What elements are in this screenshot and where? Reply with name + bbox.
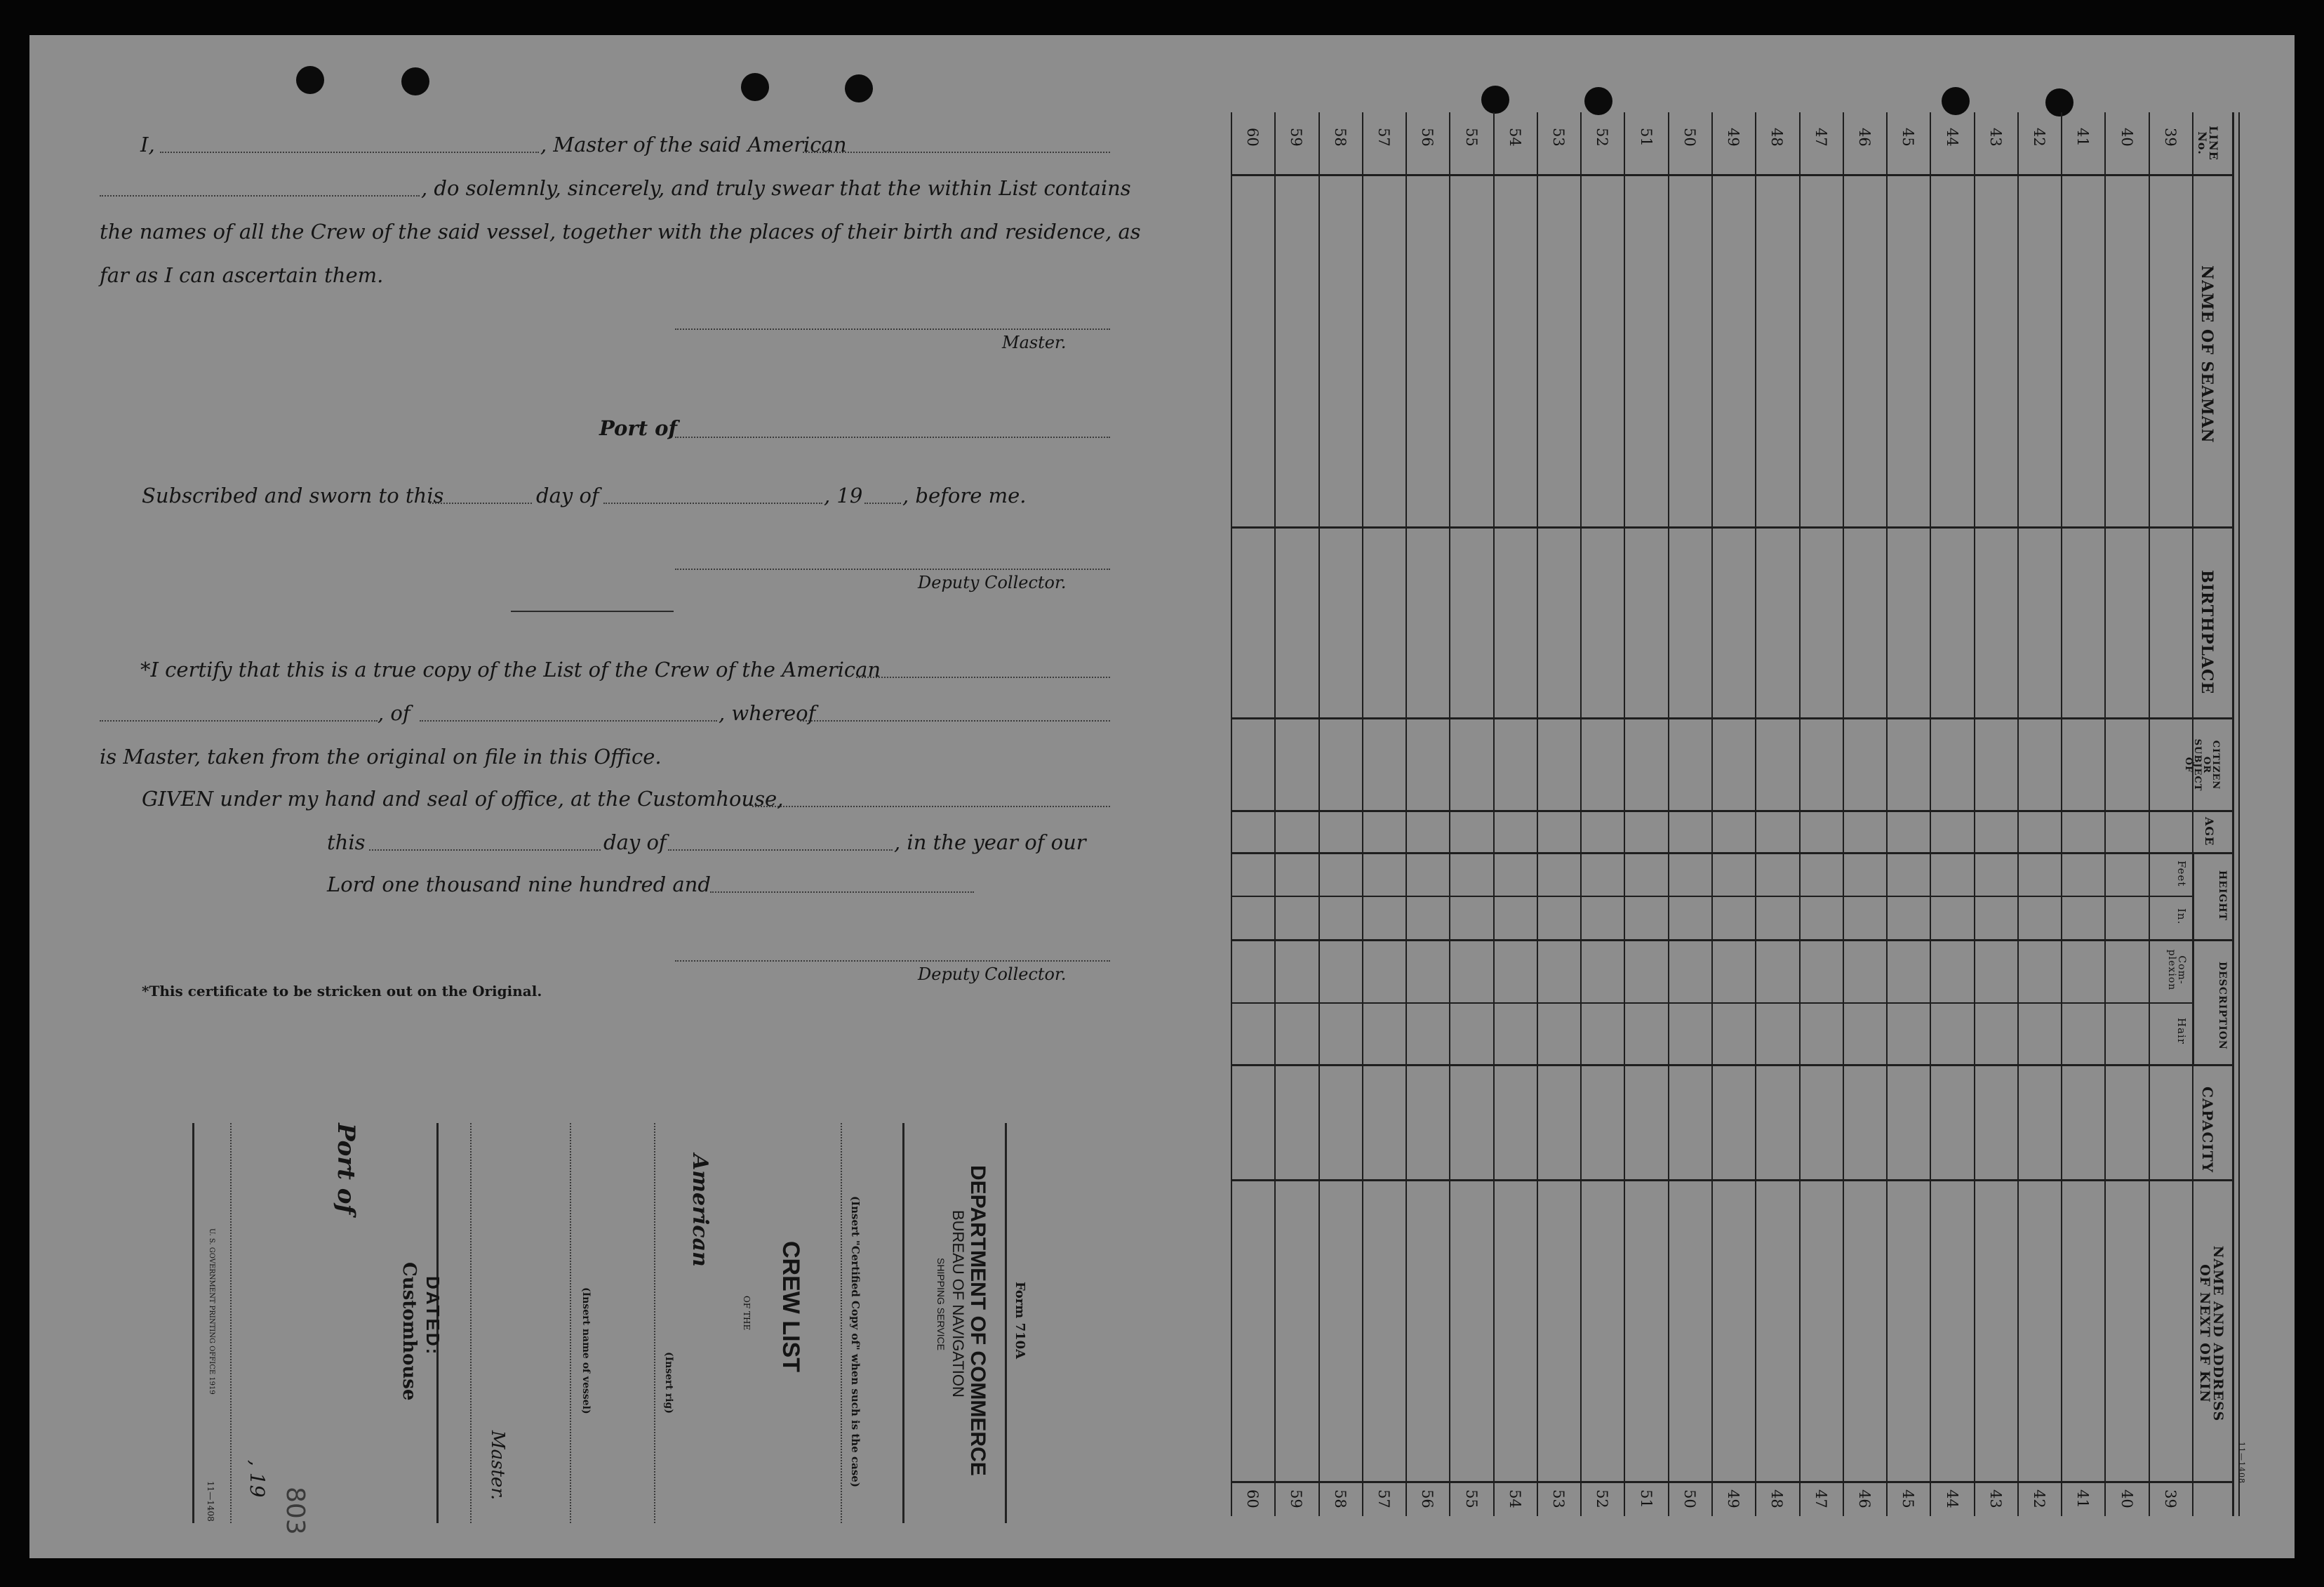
row-number-top: 44 [1944, 128, 1961, 147]
row-number-bottom: 54 [1507, 1489, 1523, 1508]
ledger-row-rule [2017, 112, 2019, 1516]
ledger-rule [1231, 1481, 2234, 1483]
row-number-bottom: 40 [2118, 1489, 2135, 1508]
bureau-title: BUREAU OF NAVIGATION [949, 1210, 967, 1397]
ledger-border [2238, 112, 2240, 1516]
row-number-bottom: 49 [1725, 1489, 1742, 1508]
header-complexion: Com- plexion [2166, 949, 2187, 991]
ledger-row-rule [1886, 112, 1888, 1516]
header-birthplace: BIRTHPLACE [2198, 570, 2216, 695]
header-capacity: CAPACITY [2199, 1087, 2216, 1173]
row-number-top: 56 [1419, 128, 1436, 147]
row-number-bottom: 39 [2162, 1489, 2179, 1508]
ledger-rule [1231, 717, 2234, 719]
vessel-name-field[interactable] [803, 152, 1110, 153]
header-next-of-kin: NAME AND ADDRESS OF NEXT OF KIN [2197, 1245, 2226, 1422]
row-number-bottom: 41 [2074, 1489, 2091, 1508]
port-of-label: Port of [599, 416, 677, 440]
form-number: Form 710A [1013, 1282, 1027, 1360]
row-number-top: 39 [2162, 128, 2179, 147]
row-number-bottom: 44 [1944, 1489, 1961, 1508]
punch-hole [1584, 87, 1612, 115]
ledger-row-rule [2149, 112, 2150, 1516]
punch-hole [401, 67, 429, 95]
punch-hole [296, 66, 324, 94]
row-number-top: 47 [1812, 128, 1829, 147]
row-number-top: 43 [1987, 128, 2004, 147]
cert-deputy-label: Deputy Collector. [918, 964, 1067, 984]
ledger-rule [1231, 174, 2234, 176]
sworn-d: , before me. [902, 484, 1027, 507]
row-number-bottom: 59 [1288, 1489, 1304, 1508]
cert-master-field[interactable] [800, 720, 1110, 722]
header-age: AGE [2203, 817, 2216, 846]
cert-year-field[interactable] [710, 891, 974, 893]
row-number-bottom: 50 [1681, 1489, 1698, 1508]
row-number-top: 48 [1768, 128, 1785, 147]
cert-line6: Lord one thousand nine hundred and [327, 872, 711, 896]
of-the-label: OF THE [742, 1296, 752, 1331]
row-number-top: 46 [1856, 128, 1873, 147]
sworn-day-field[interactable] [429, 503, 532, 504]
cert-line1: *I certify that this is a true copy of the List of the Crew of the American [140, 658, 881, 682]
row-number-bottom: 42 [2031, 1489, 2048, 1508]
row-number-bottom: 60 [1244, 1489, 1261, 1508]
cover-rule [192, 1123, 194, 1523]
sworn-c: , 19 [824, 484, 863, 507]
cert-line4: GIVEN under my hand and seal of office, at the Customhouse, [142, 787, 784, 811]
row-number-bottom: 58 [1332, 1489, 1349, 1508]
row-number-bottom: 55 [1463, 1489, 1480, 1508]
cert-line5-a: this [327, 830, 366, 854]
section-divider [511, 611, 674, 612]
crew-ledger [1231, 112, 2246, 1516]
affidavit-line3: the names of all the Crew of the said vessel, together with the places of their birth and residence, as [100, 220, 1141, 244]
cover-form-code: 11—1408 [206, 1481, 215, 1522]
header-line-no: LINE No. [2196, 126, 2220, 161]
header-citizen: CITIZEN OR SUBJECT OF [2183, 738, 2221, 792]
ledger-row-rule [1974, 112, 1975, 1516]
affidavit-line4: far as I can ascertain them. [100, 263, 384, 287]
row-number-bottom: 46 [1856, 1489, 1873, 1508]
deputy-signature-field[interactable] [675, 569, 1110, 570]
cover-rule [1005, 1123, 1007, 1523]
header-feet: Feet [2175, 861, 2188, 887]
ledger-row-rule [1755, 112, 1756, 1516]
handwritten-number: 803 [281, 1487, 309, 1535]
cover-port-label: Port of [332, 1123, 360, 1215]
row-number-top: 54 [1507, 128, 1523, 147]
cert-footnote: *This certificate to be stricken out on the Original. [142, 983, 542, 1000]
cert-customhouse-field[interactable] [752, 806, 1110, 807]
sworn-b: day of [536, 484, 599, 507]
ledger-row-rule [1274, 112, 1276, 1516]
cert-line3: is Master, taken from the original on file in this Office. [100, 745, 662, 769]
header-inches: In. [2175, 908, 2188, 925]
ledger-row-rule [1843, 112, 1844, 1516]
cover-year-label: , 19 [246, 1460, 269, 1498]
ledger-rule [1231, 1179, 2234, 1181]
row-number-bottom: 57 [1375, 1489, 1392, 1508]
cert-day-field[interactable] [369, 849, 601, 851]
ledger-row-rule [1405, 112, 1407, 1516]
crew-list-sheet [29, 35, 2295, 1558]
rig-line[interactable] [654, 1123, 655, 1523]
cert-line2-a: , of [378, 701, 410, 725]
cover-rule [902, 1123, 904, 1523]
sworn-a: Subscribed and sworn to this [142, 484, 444, 507]
row-number-top: 50 [1681, 128, 1698, 147]
master-signature-field[interactable] [675, 328, 1110, 330]
customhouse-label: Customhouse [399, 1262, 420, 1401]
cert-rig-field[interactable] [100, 720, 378, 722]
row-number-top: 58 [1332, 128, 1349, 147]
affidavit-line1-b: , Master of the said American [540, 133, 847, 157]
row-number-top: 42 [2031, 128, 2048, 147]
ledger-row-rule [1930, 112, 1931, 1516]
row-number-top: 60 [1244, 128, 1261, 147]
ledger-row-rule [2104, 112, 2106, 1516]
affidavit-line2: , do solemnly, sincerely, and truly swear that the within List contains [421, 176, 1131, 200]
sworn-month-field[interactable] [603, 503, 822, 504]
header-name-of-seaman: NAME OF SEAMAN [2198, 265, 2216, 444]
row-number-bottom: 48 [1768, 1489, 1785, 1508]
master-line[interactable] [470, 1123, 472, 1523]
master-name-field[interactable] [160, 152, 539, 153]
sworn-year-field[interactable] [864, 503, 901, 504]
insert-line[interactable] [841, 1123, 842, 1523]
row-number-top: 57 [1375, 128, 1392, 147]
cert-deputy-field[interactable] [675, 960, 1110, 962]
cert-line2-b: , whereof [719, 701, 816, 725]
row-number-top: 45 [1899, 128, 1916, 147]
ledger-form-code: 11—1408 [2237, 1442, 2246, 1484]
cert-port-field[interactable] [420, 720, 717, 722]
row-number-top: 41 [2074, 128, 2091, 147]
row-number-bottom: 47 [1812, 1489, 1829, 1508]
port-field[interactable] [675, 437, 1110, 438]
row-number-bottom: 45 [1899, 1489, 1916, 1508]
insert-certified-note: (Insert "Certified Copy of" when such is the case) [849, 1196, 862, 1487]
ledger-row-rule [1624, 112, 1625, 1516]
dated-label: DATED: [422, 1276, 443, 1357]
ledger-row-rule [1231, 112, 1232, 1516]
punch-hole [845, 74, 873, 102]
insert-name-note: (Insert name of vessel) [580, 1287, 592, 1414]
punch-hole [1942, 87, 1970, 115]
ledger-row-rule [1580, 112, 1582, 1516]
ledger-row-rule [1362, 112, 1363, 1516]
insert-rig-note: (Insert rig) [663, 1352, 674, 1414]
row-number-top: 40 [2118, 128, 2135, 147]
ledger-row-rule [2192, 112, 2193, 1516]
port-line[interactable] [230, 1123, 232, 1523]
master-label: Master. [487, 1430, 508, 1501]
ledger-border [2232, 112, 2234, 1516]
deputy-collector-label: Deputy Collector. [918, 573, 1067, 592]
ledger-rule [1231, 810, 2234, 812]
rig-field[interactable] [100, 195, 420, 197]
header-description: DESCRIPTION [2217, 962, 2228, 1050]
header-height: HEIGHT [2217, 870, 2228, 922]
ledger-row-rule [1318, 112, 1320, 1516]
row-number-top: 53 [1550, 128, 1567, 147]
ledger-rule [1231, 526, 2234, 529]
row-number-top: 51 [1638, 128, 1655, 147]
ledger-rule [1231, 852, 2234, 854]
crew-list-title: CREW LIST [777, 1241, 804, 1372]
gpo-imprint: U. S. GOVERNMENT PRINTING OFFICE 1919 [208, 1228, 215, 1395]
ledger-row-rule [1449, 112, 1450, 1516]
row-number-bottom: 43 [1987, 1489, 2004, 1508]
ledger-row-rule [1799, 112, 1801, 1516]
punch-hole [1481, 86, 1509, 114]
header-hair: Hair [2175, 1018, 2188, 1044]
cert-vessel-field[interactable] [856, 677, 1110, 678]
american-label: American [688, 1154, 712, 1267]
row-number-bottom: 51 [1638, 1489, 1655, 1508]
cert-month-field[interactable] [668, 849, 893, 851]
row-number-bottom: 56 [1419, 1489, 1436, 1508]
master-signature-label: Master. [1002, 333, 1067, 352]
ledger-row-rule [1493, 112, 1495, 1516]
affidavit-line1-a: I, [140, 133, 155, 157]
row-number-top: 59 [1288, 128, 1304, 147]
row-number-top: 52 [1594, 128, 1610, 147]
service-title: SHIPPING SERVICE [935, 1258, 947, 1351]
cert-line5-c: , in the year of our [894, 830, 1086, 854]
ledger-row-rule [1537, 112, 1538, 1516]
vessel-line[interactable] [570, 1123, 571, 1523]
ledger-row-rule [1668, 112, 1669, 1516]
row-number-bottom: 52 [1594, 1489, 1610, 1508]
row-number-top: 55 [1463, 128, 1480, 147]
row-number-top: 49 [1725, 128, 1742, 147]
ledger-rule [1231, 1064, 2234, 1066]
row-number-bottom: 53 [1550, 1489, 1567, 1508]
department-title: DEPARTMENT OF COMMERCE [966, 1165, 989, 1476]
ledger-row-rule [2061, 112, 2062, 1516]
punch-hole [741, 73, 769, 101]
cert-line5-b: day of [603, 830, 667, 854]
ledger-rule [1231, 939, 2234, 941]
ledger-row-rule [1711, 112, 1713, 1516]
